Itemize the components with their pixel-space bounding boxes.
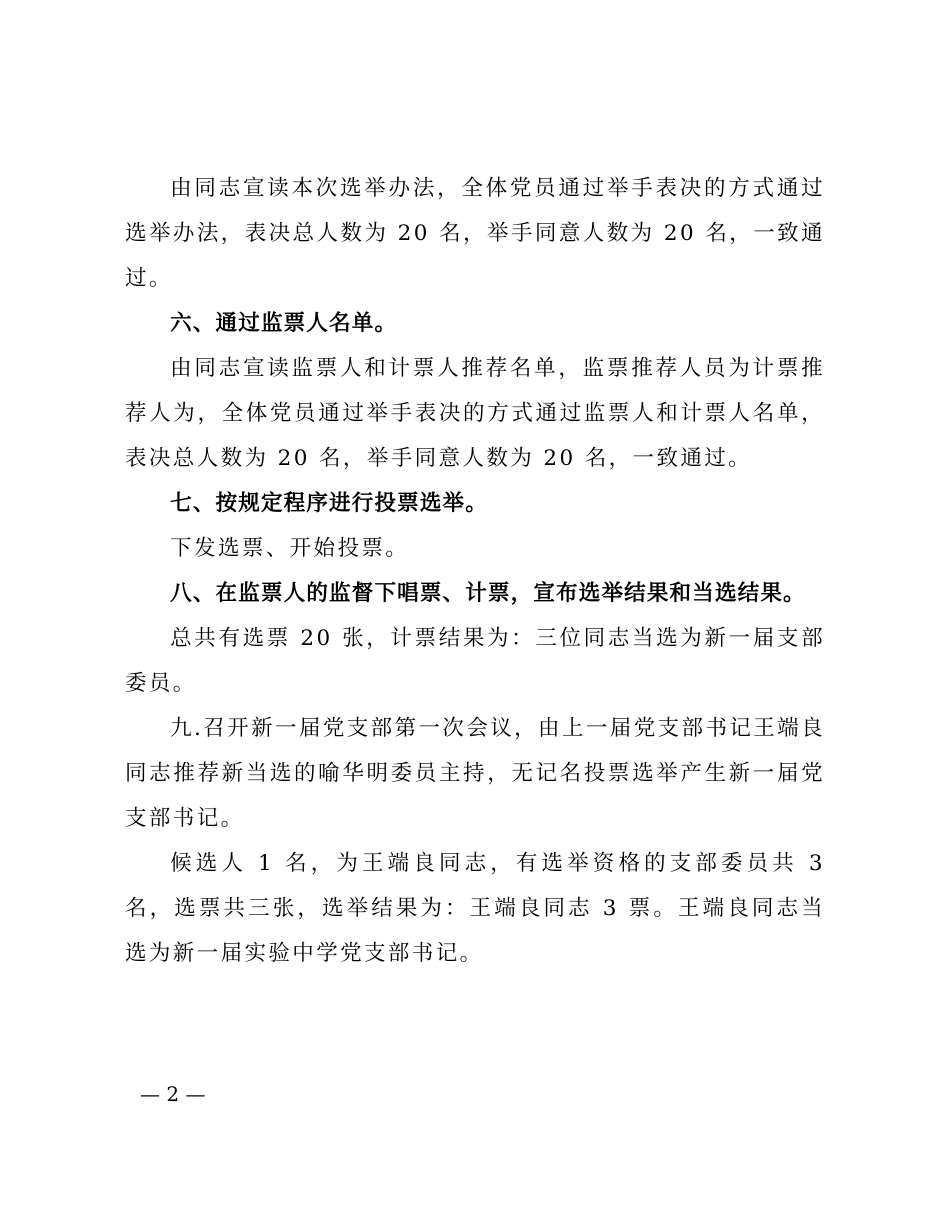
document-body [125,166,825,976]
paragraph-secretary-election-result: 候选人 1 名，为王端良同志，有选举资格的支部委员共 3 名，选票共三张，选举结果为：王端良同志 3 票。王端良同志当选为新一届实验中学党支部书记。 [125,851,825,966]
page-number: — 2 — [140,1082,206,1106]
heading-section-7: 七、按规定程序进行投票选举。 [170,491,488,516]
paragraph-section-9: 九.召开新一届党支部第一次会议，由上一届党支部书记王端良同志推荐新当选的喻华明委员主持，无记名投票选举产生新一届党支部书记。 [125,716,825,831]
paragraph-election-method: 由同志宣读本次选举办法，全体党员通过举手表决的方式通过选举办法，表决总人数为 20 名，举手同意人数为 20 名，一致通过。 [125,176,825,291]
heading-section-8: 八、在监票人的监督下唱票、计票，宣布选举结果和当选结果。 [170,581,806,606]
paragraph-distribute-ballots: 下发选票、开始投票。 [170,536,410,561]
paragraph-vote-count-result: 总共有选票 20 张，计票结果为：三位同志当选为新一届支部委员。 [125,626,825,696]
heading-section-6: 六、通过监票人名单。 [170,311,398,336]
paragraph-scrutineer-list: 由同志宣读监票人和计票人推荐名单，监票推荐人员为计票推荐人为，全体党员通过举手表决的方式通过监票人和计票人名单，表决总人数为 20 名，举手同意人数为 20 名，一致通过。 [125,356,825,471]
